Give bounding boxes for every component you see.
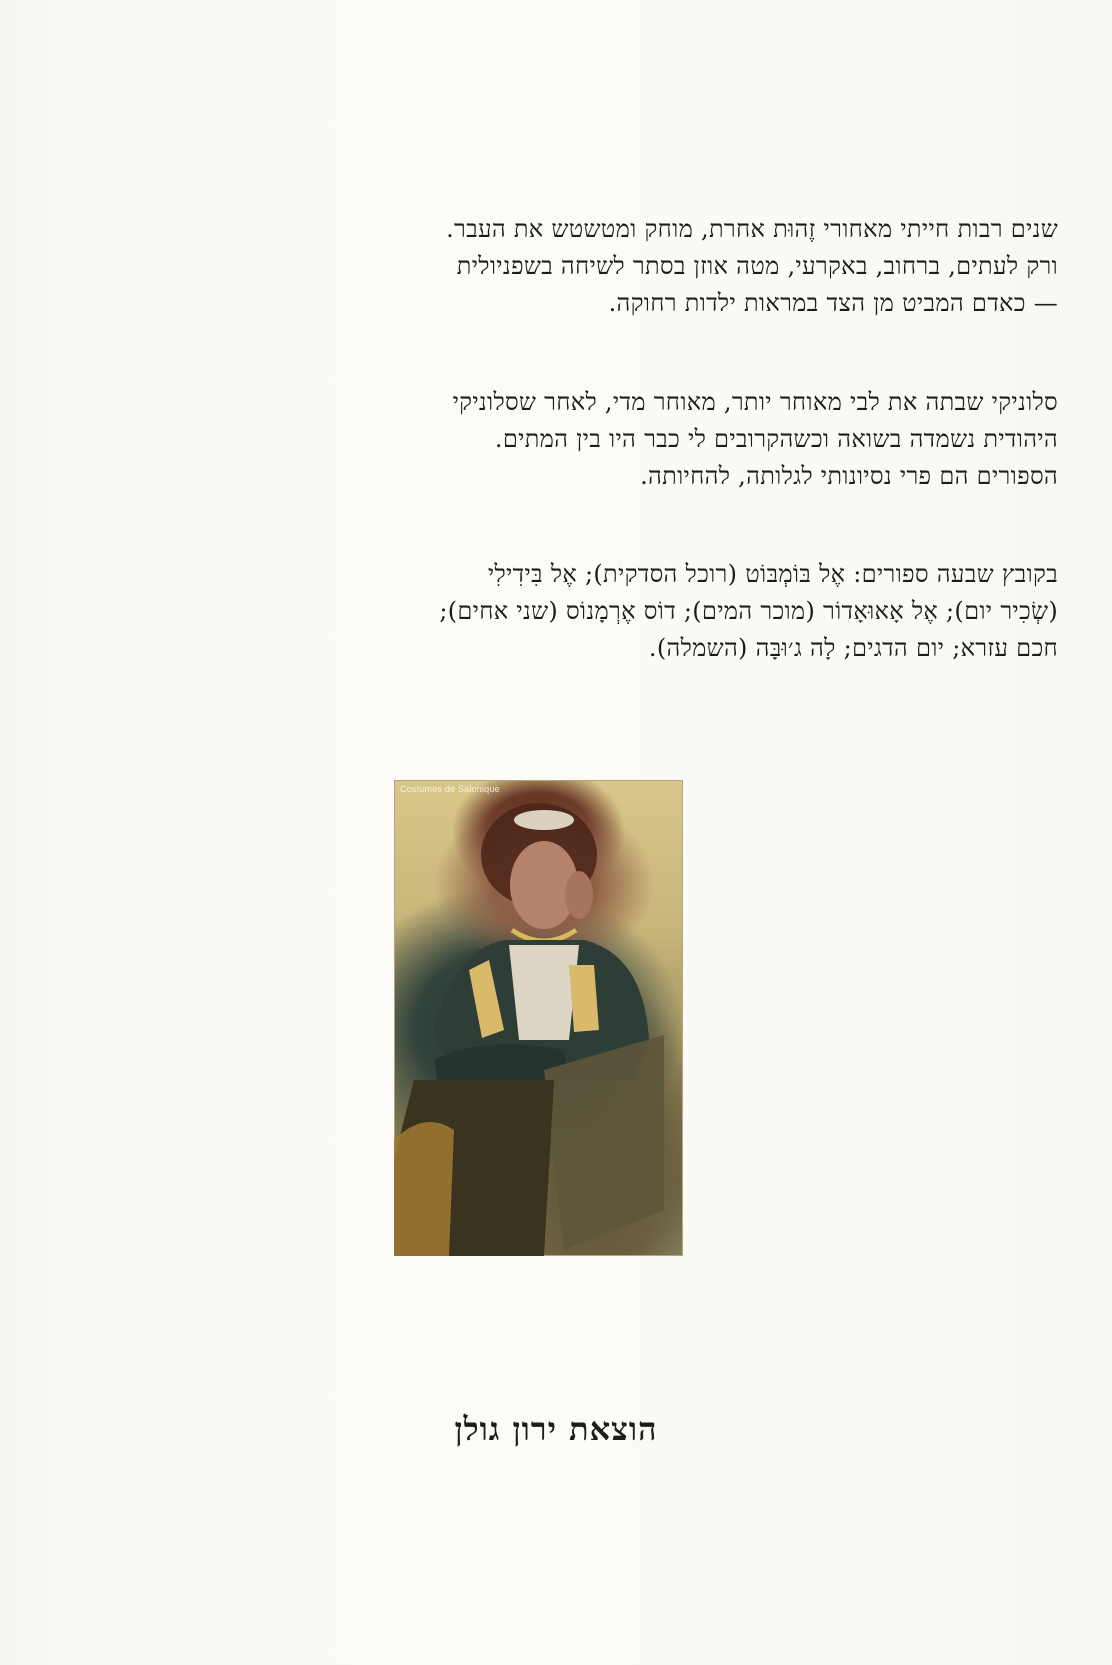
text-line: ורק לעתים, ברחוב, באקרעי, מטה אוזן בסתר לשיחה בשפניולית — [456, 252, 1058, 280]
text-line: שנים רבות חייתי מאחורי זֶהוּת אחרת, מוחק ומטשטש את העבר. — [446, 215, 1058, 243]
photo-caption: Costumes de Salonique — [400, 784, 500, 794]
intro-paragraph — [178, 211, 1058, 322]
text-line: בקובץ שבעה ספורים: אֶל בּוֹמְבּוֹט (רוכל הסדקית); אֶל בִּידִילִי — [487, 560, 1058, 588]
text-line: חכם עזרא; יום הדגים; לָה ג׳וּבָּה (השמלה). — [648, 634, 1058, 662]
vintage-portrait-photo — [394, 780, 683, 1256]
text-line: היהודית נשמדה בשואה וכשהקרובים לי כבר היו בין המתים. — [494, 425, 1058, 453]
text-line: (שְׂכִיר יום); אֶל אָאוּאָדוֹר (מוכר המים); דוֹס אֶרְמָנוֹס (שני אחים); — [439, 597, 1058, 625]
text-line: סלוניקי שבתה את לבי מאוחר יותר, מאוחר מדי, לאחר שסלוניקי — [452, 388, 1058, 416]
salonika-paragraph — [178, 384, 1058, 495]
text-line: — כאדם המביט מן הצד במראות ילדות רחוקה. — [608, 289, 1058, 317]
publisher-name: הוצאת ירון גולן — [454, 1410, 658, 1448]
text-line: הספורים הם פרי נסיונותי לגלותה, להחיותה. — [640, 462, 1058, 490]
contents-paragraph — [178, 556, 1058, 667]
portrait-figure-illustration — [394, 780, 683, 1256]
